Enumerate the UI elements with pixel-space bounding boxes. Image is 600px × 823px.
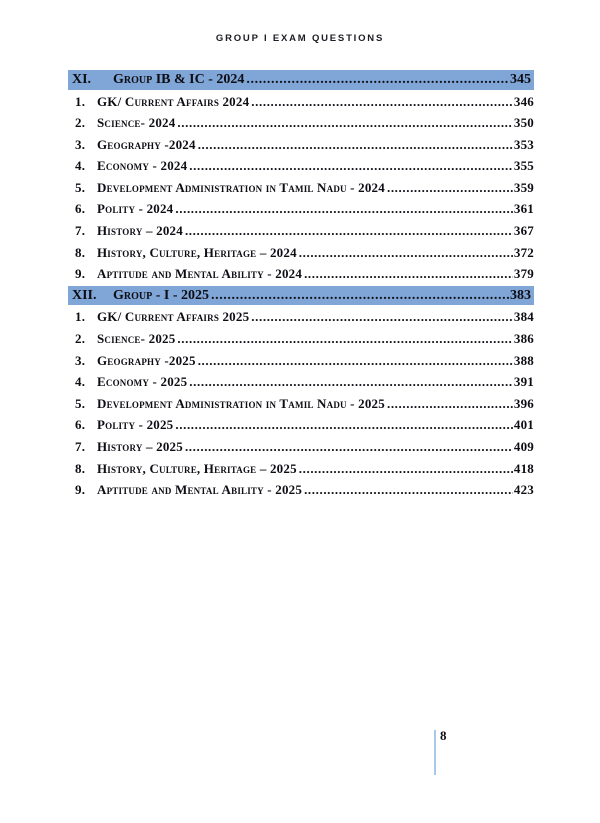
toc-item-page: 346 xyxy=(513,93,534,109)
toc-item-number: 9. xyxy=(75,266,86,282)
dot-leader xyxy=(185,220,513,242)
toc-item-page: 401 xyxy=(513,417,534,433)
dot-leader xyxy=(304,263,513,285)
toc-item-page: 423 xyxy=(513,482,534,498)
toc-item-page: 386 xyxy=(513,330,534,346)
toc-item-row[interactable] xyxy=(68,479,534,501)
toc-item-row[interactable] xyxy=(68,263,534,285)
toc-item-row[interactable] xyxy=(68,112,534,134)
toc-section-numeral: XII. xyxy=(72,287,97,303)
toc-item-row[interactable] xyxy=(68,393,534,415)
toc-item-row[interactable] xyxy=(68,177,534,199)
toc-item-page: 350 xyxy=(513,115,534,131)
toc-item-row[interactable] xyxy=(68,198,534,220)
toc-item-number: 4. xyxy=(75,374,86,390)
toc-item-number: 2. xyxy=(75,330,86,346)
toc-item-title: Science- 2024 xyxy=(97,115,176,131)
toc-item-page: 353 xyxy=(513,136,534,152)
toc-item-title: History – 2025 xyxy=(97,438,183,454)
toc-item-number: 2. xyxy=(75,115,86,131)
dot-leader xyxy=(185,436,513,458)
toc-item-number: 4. xyxy=(75,158,86,174)
toc-section-page: 345 xyxy=(510,72,531,87)
dot-leader xyxy=(251,306,513,328)
toc-section-row[interactable] xyxy=(68,286,534,306)
toc-section-title: Group IB & IC - 2024 xyxy=(113,72,245,87)
toc-item-row[interactable] xyxy=(68,306,534,328)
toc-item-number: 6. xyxy=(75,417,86,433)
dot-leader xyxy=(177,328,512,350)
dot-leader xyxy=(198,134,513,156)
toc-item-page: 379 xyxy=(513,266,534,282)
toc-item-row[interactable] xyxy=(68,91,534,113)
toc-item-title: Geography -2024 xyxy=(97,136,196,152)
dot-leader xyxy=(175,198,513,220)
toc-item-number: 5. xyxy=(75,395,86,411)
dot-leader xyxy=(299,242,513,264)
toc-item-row[interactable] xyxy=(68,155,534,177)
toc-item-number: 8. xyxy=(75,244,86,260)
toc-section-row[interactable] xyxy=(68,70,534,90)
dot-leader xyxy=(387,177,513,199)
toc-item-number: 3. xyxy=(75,352,86,368)
toc-item-title: Polity - 2024 xyxy=(97,201,174,217)
toc-item-number: 3. xyxy=(75,136,86,152)
toc-item-number: 8. xyxy=(75,460,86,476)
footer-divider-line xyxy=(434,730,436,775)
toc-item-page: 391 xyxy=(513,374,534,390)
toc-item-title: Aptitude and Mental Ability - 2024 xyxy=(97,266,303,282)
toc-item-row[interactable] xyxy=(68,220,534,242)
toc-item-page: 359 xyxy=(513,179,534,195)
toc-item-row[interactable] xyxy=(68,242,534,264)
toc-item-page: 372 xyxy=(513,244,534,260)
dot-leader xyxy=(211,286,509,306)
toc-item-row[interactable] xyxy=(68,414,534,436)
toc-item-page: 409 xyxy=(513,438,534,454)
toc-item-row[interactable] xyxy=(68,458,534,480)
toc-item-page: 361 xyxy=(513,201,534,217)
toc-item-title: Geography -2025 xyxy=(97,352,196,368)
dot-leader xyxy=(246,70,509,90)
toc-section-page: 383 xyxy=(510,287,531,303)
toc-item-title: Aptitude and Mental Ability - 2025 xyxy=(97,482,303,498)
dot-leader xyxy=(177,112,512,134)
toc-item-title: GK/ Current Affairs 2025 xyxy=(97,309,250,325)
toc-item-page: 367 xyxy=(513,223,534,239)
toc-item-title: History, Culture, Heritage – 2024 xyxy=(97,244,297,260)
dot-leader xyxy=(304,479,513,501)
toc-item-row[interactable] xyxy=(68,350,534,372)
toc-item-page: 384 xyxy=(513,309,534,325)
toc-item-title: Development Administration in Tamil Nadu - 2025 xyxy=(97,395,385,411)
toc-item-number: 7. xyxy=(75,223,86,239)
toc-item-title: Science- 2025 xyxy=(97,330,176,346)
toc-item-number: 1. xyxy=(75,93,86,109)
toc-item-row[interactable] xyxy=(68,371,534,393)
toc-section-numeral: XI. xyxy=(72,72,92,87)
table-of-contents xyxy=(68,69,534,501)
toc-item-row[interactable] xyxy=(68,328,534,350)
dot-leader xyxy=(387,393,513,415)
toc-item-number: 5. xyxy=(75,179,86,195)
toc-item-number: 1. xyxy=(75,309,86,325)
dot-leader xyxy=(189,155,513,177)
toc-item-number: 9. xyxy=(75,482,86,498)
toc-item-number: 6. xyxy=(75,201,86,217)
dot-leader xyxy=(251,91,513,113)
footer-page-number: 8 xyxy=(440,728,447,743)
toc-item-title: Development Administration in Tamil Nadu - 2024 xyxy=(97,179,385,195)
toc-item-title: Economy - 2024 xyxy=(97,158,188,174)
page-title: GROUP I EXAM QUESTIONS xyxy=(215,33,385,44)
toc-item-number: 7. xyxy=(75,438,86,454)
toc-item-title: History, Culture, Heritage – 2025 xyxy=(97,460,297,476)
toc-item-page: 396 xyxy=(513,395,534,411)
toc-item-row[interactable] xyxy=(68,436,534,458)
toc-item-title: GK/ Current Affairs 2024 xyxy=(97,93,250,109)
toc-item-page: 355 xyxy=(513,158,534,174)
dot-leader xyxy=(198,350,513,372)
toc-item-title: Polity - 2025 xyxy=(97,417,174,433)
toc-item-page: 388 xyxy=(513,352,534,368)
toc-item-title: Economy - 2025 xyxy=(97,374,188,390)
dot-leader xyxy=(189,371,513,393)
toc-item-row[interactable] xyxy=(68,134,534,156)
toc-item-page: 418 xyxy=(513,460,534,476)
dot-leader xyxy=(175,414,513,436)
dot-leader xyxy=(299,458,513,480)
toc-section-title: Group - I - 2025 xyxy=(113,287,209,303)
toc-item-title: History – 2024 xyxy=(97,223,183,239)
